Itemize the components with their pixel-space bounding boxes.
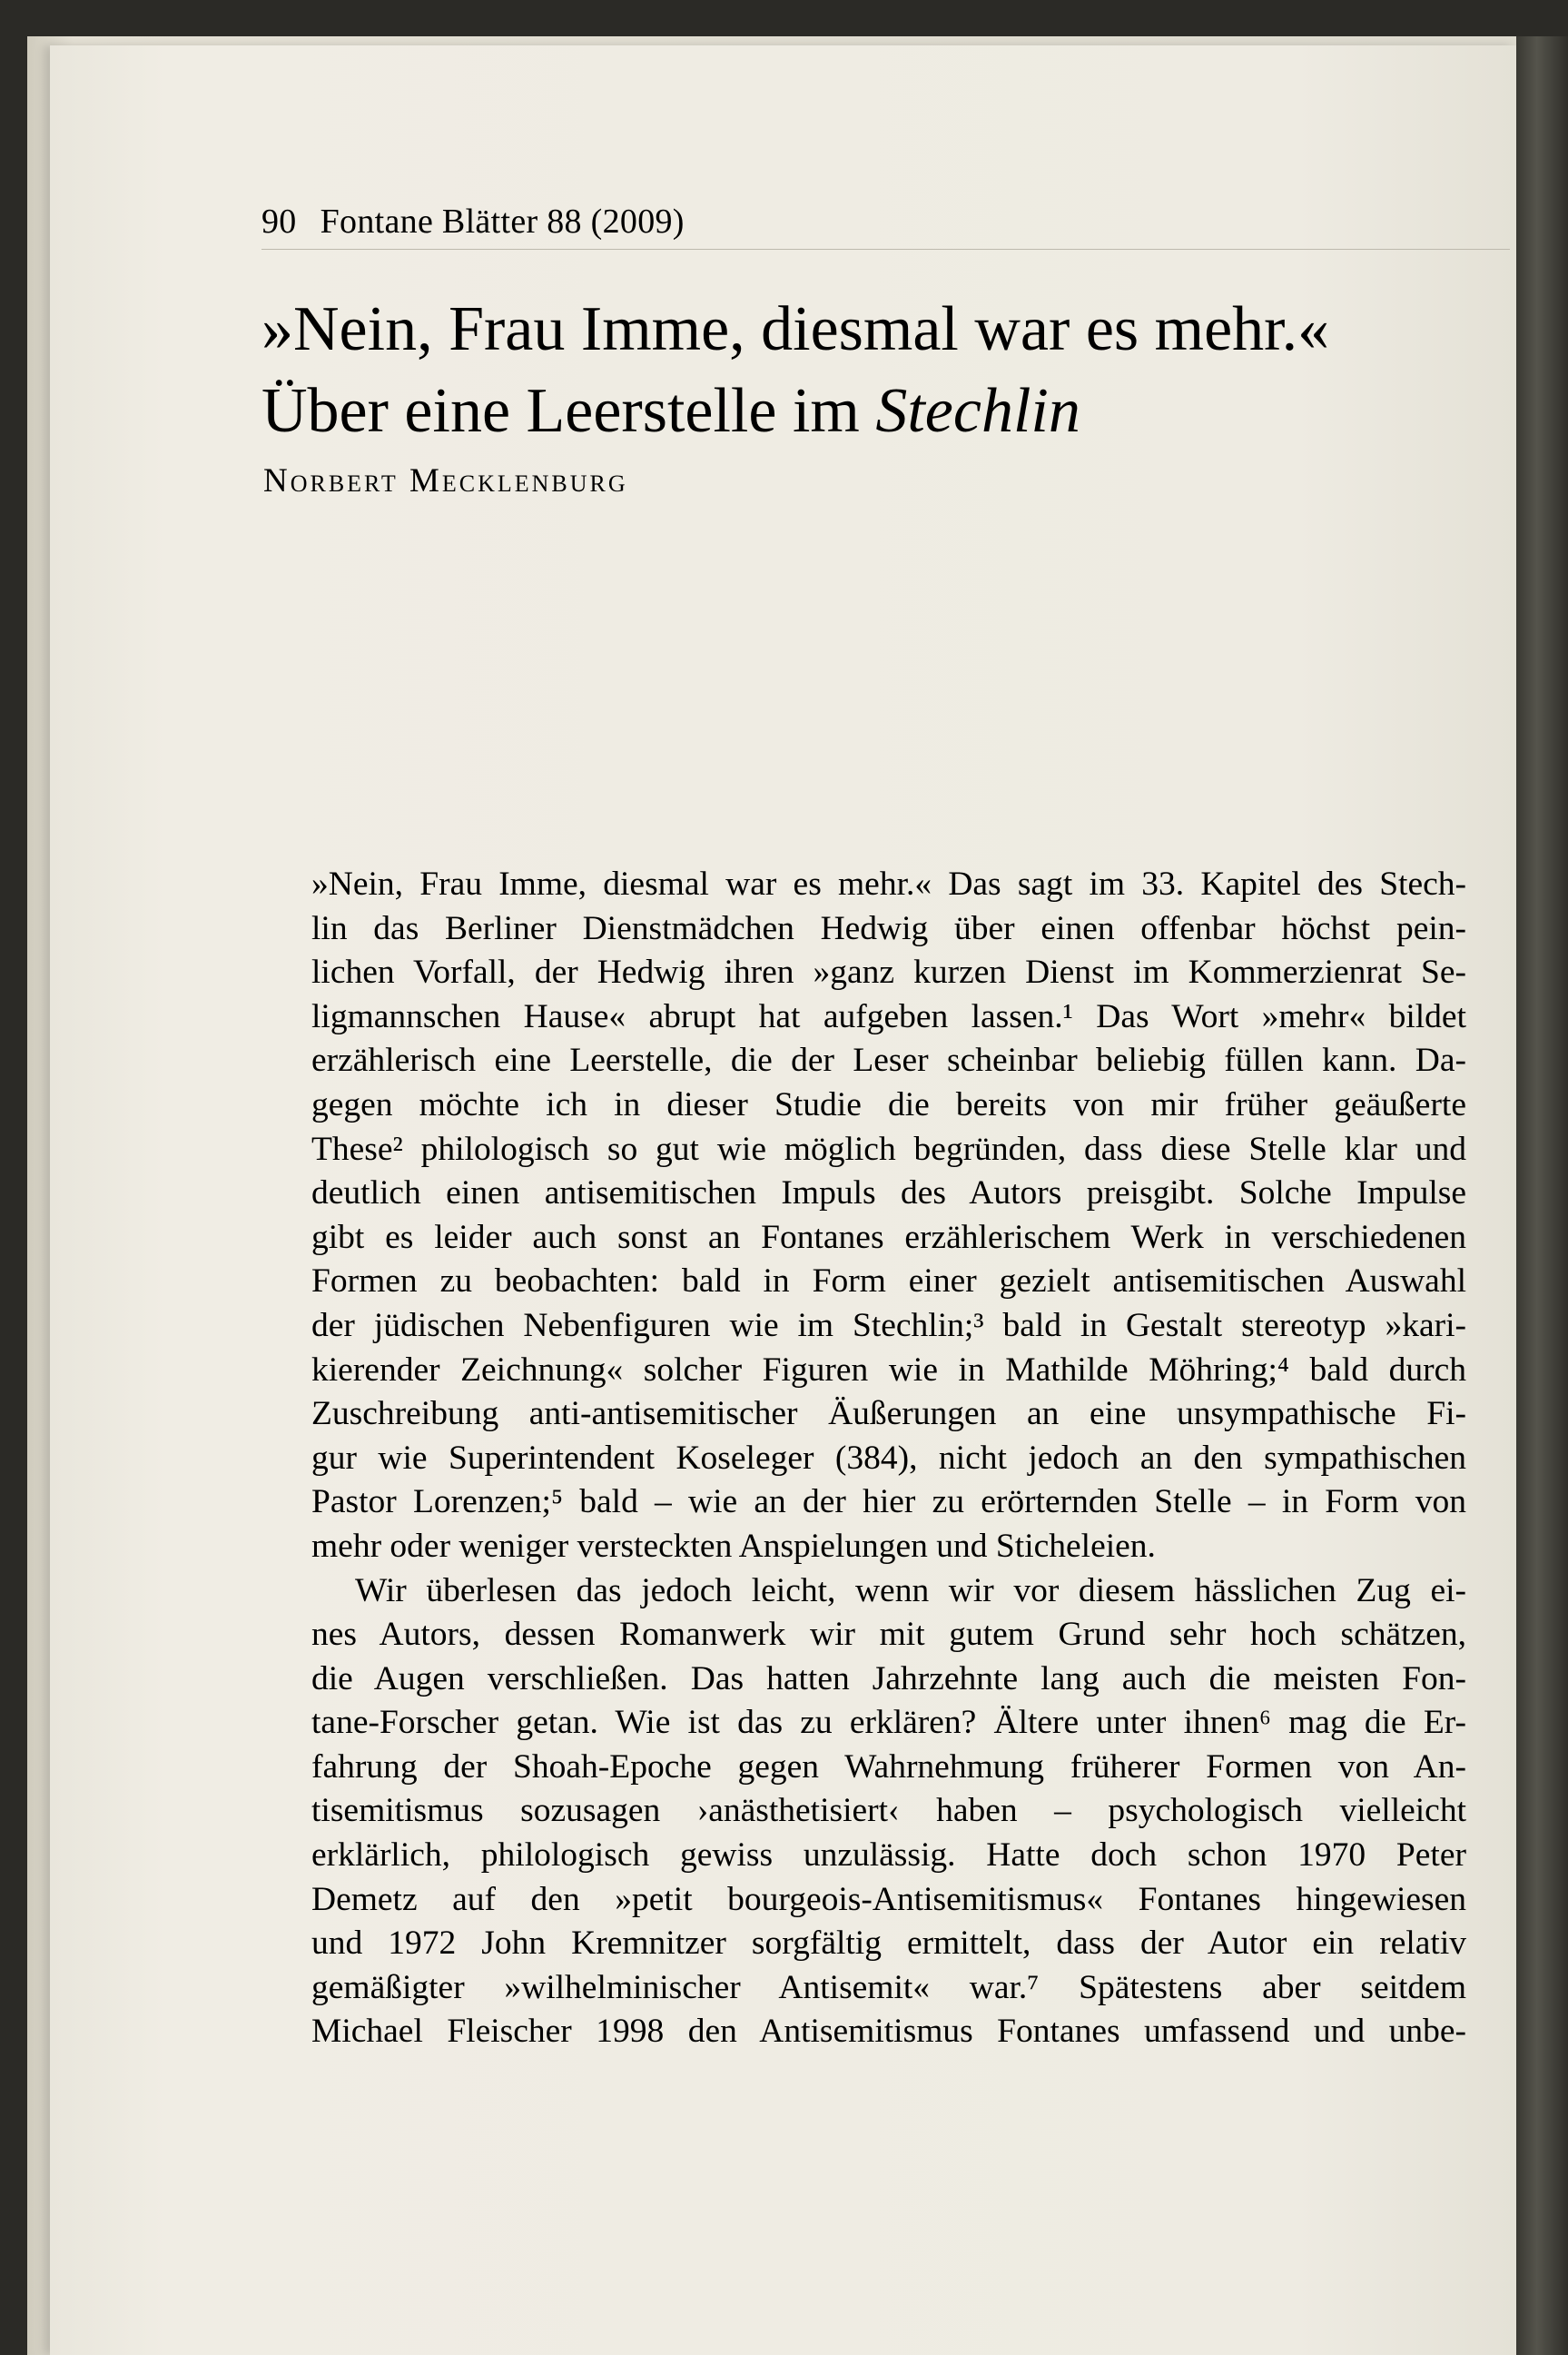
title-line-2-italic: Stechlin [875, 376, 1080, 446]
body-line: »Nein, Frau Imme, diesmal war es mehr.« Das sagt im 33. Kapitel des Stech- [311, 866, 1466, 903]
body-line: fahrung der Shoah-Epoche gegen Wahrnehmung früherer Formen von An- [311, 1747, 1466, 1786]
show-through-text [313, 563, 1439, 781]
body-line: mehr oder weniger versteckten Anspielungen und Sticheleien. [311, 1527, 1156, 1565]
body-line: kierender Zeichnung« solcher Figuren wie in Mathilde Möhring;⁴ bald durch [311, 1351, 1466, 1389]
title-line-2-prefix: Über eine Leerstelle im [261, 376, 876, 446]
body-line: Michael Fleischer 1998 den Antisemitismus Fontanes umfassend und unbe- [311, 2013, 1466, 2051]
paragraph-2 [311, 1569, 1466, 2055]
body-line: Demetz auf den »petit bourgeois-Antisemitismus« Fontanes hingewiesen [311, 1880, 1466, 1918]
body-line: und 1972 John Kremnitzer sorgfältig ermittelt, dass der Autor ein relativ [311, 1925, 1466, 1963]
body-line: gegen möchte ich in dieser Studie die bereits von mir früher geäußerte [311, 1085, 1466, 1123]
article-body [311, 863, 1466, 2054]
body-line: deutlich einen antisemitischen Impuls des Autors preisgibt. Solche Impulse [311, 1174, 1466, 1212]
paragraph-1 [311, 863, 1466, 1569]
body-line: nes Autors, dessen Romanwerk wir mit gutem Grund sehr hoch schätzen, [311, 1616, 1466, 1654]
body-line: Zuschreibung anti-antisemitischer Äußerungen an eine unsympathische Fi- [311, 1395, 1466, 1433]
journal-reference: Fontane Blätter 88 (2009) [320, 203, 685, 241]
body-line: ligmannschen Hause« abrupt hat aufgeben lassen.¹ Das Wort »mehr« bildet [311, 997, 1466, 1035]
body-line: lin das Berliner Dienstmädchen Hedwig über einen offenbar höchst pein- [311, 909, 1466, 947]
body-line: gemäßigter »wilhelminischer Antisemit« war.⁷ Spätestens aber seitdem [311, 1968, 1466, 2006]
body-line: tisemitismus sozusagen ›anästhetisiert‹ haben – psychologisch vielleicht [311, 1792, 1466, 1830]
body-line: erklärlich, philologisch gewiss unzulässig. Hatte doch schon 1970 Peter [311, 1836, 1466, 1875]
scan-background-strip [1516, 36, 1568, 2355]
body-line: erzählerisch eine Leerstelle, die der Leser scheinbar beliebig füllen kann. Da- [311, 1042, 1466, 1080]
article-title [261, 289, 1460, 452]
body-line: These² philologisch so gut wie möglich begründen, dass diese Stelle klar und [311, 1130, 1466, 1168]
body-line: tane-Forscher getan. Wie ist das zu erklären? Ältere unter ihnen⁶ mag die Er- [311, 1704, 1466, 1742]
body-line: gur wie Superintendent Koseleger (384), nicht jedoch an den sympathischen [311, 1439, 1466, 1477]
body-line: der jüdischen Nebenfiguren wie im Stechlin;³ bald in Gestalt stereotyp »kari- [311, 1306, 1466, 1344]
page-number: 90 [261, 203, 297, 241]
title-line-1: »Nein, Frau Imme, diesmal war es mehr.« [261, 294, 1330, 364]
author-name: Norbert Mecklenburg [263, 462, 628, 500]
body-line: lichen Vorfall, der Hedwig ihren »ganz kurzen Dienst im Kommerzienrat Se- [311, 954, 1466, 992]
running-head [261, 202, 1510, 250]
body-line: Wir überlesen das jedoch leicht, wenn wir vor diesem hässlichen Zug ei- [355, 1571, 1466, 1609]
body-line: Pastor Lorenzen;⁵ bald – wie an der hier zu erörternden Stelle – in Form von [311, 1483, 1466, 1521]
body-line: die Augen verschließen. Das hatten Jahrzehnte lang auch die meisten Fon- [311, 1659, 1466, 1697]
body-line: gibt es leider auch sonst an Fontanes erzählerischem Werk in verschiedenen [311, 1218, 1466, 1256]
body-line: Formen zu beobachten: bald in Form einer gezielt antisemitischen Auswahl [311, 1262, 1466, 1301]
